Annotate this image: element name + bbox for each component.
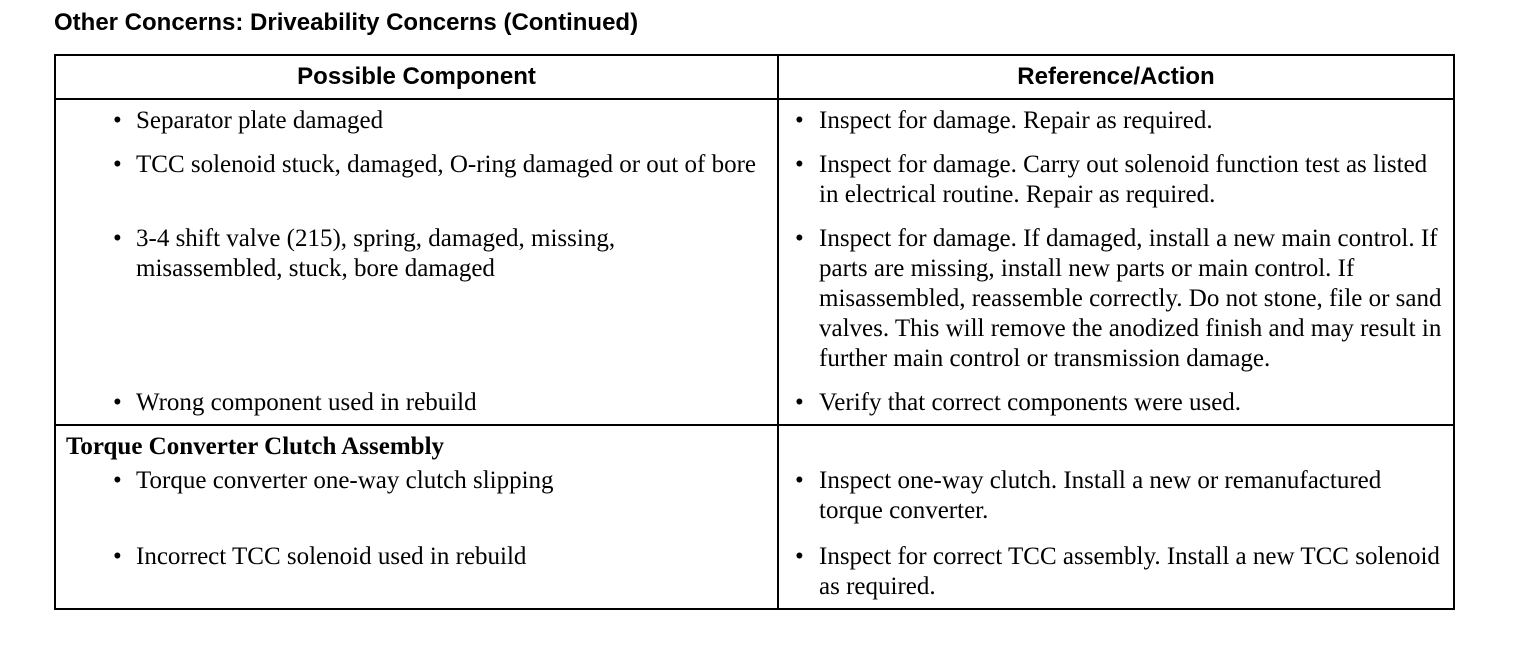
table-row	[55, 466, 1454, 542]
bullet-icon: •	[795, 107, 804, 134]
bullet-icon: •	[113, 543, 122, 570]
bullet-icon: •	[113, 389, 122, 416]
bullet-icon: •	[795, 389, 804, 416]
section-heading: Torque Converter Clutch Assembly	[55, 425, 778, 466]
component-cell	[55, 99, 778, 150]
column-header-possible-component: Possible Component	[55, 55, 778, 99]
page-title: Other Concerns: Driveability Concerns (Continued)	[54, 9, 639, 36]
action-cell	[778, 542, 1454, 609]
table-row	[55, 99, 1454, 150]
table-row	[55, 224, 1454, 388]
bullet-icon: •	[795, 543, 804, 570]
action-text: Verify that correct components were used.	[819, 389, 1242, 416]
component-text: Incorrect TCC solenoid used in rebuild	[136, 543, 527, 570]
action-text: Inspect for damage. If damaged, install a new main control. If parts are missing, install new parts or main control. If misassembled, reassemble correctly. Do not stone, file or sand valves. This will remove the anodized finish and may result in further main control or transmission damage.	[819, 225, 1442, 372]
component-text: 3-4 shift valve (215), spring, damaged, missing, misassembled, stuck, bore damaged	[136, 225, 616, 282]
section-header-row	[55, 425, 1454, 466]
component-text: TCC solenoid stuck, damaged, O-ring damaged or out of bore	[136, 151, 756, 178]
component-cell	[55, 388, 778, 425]
action-text: Inspect for correct TCC assembly. Install a new TCC solenoid as required.	[819, 543, 1440, 600]
component-text: Separator plate damaged	[136, 107, 384, 134]
action-cell	[778, 388, 1454, 425]
action-cell	[778, 150, 1454, 224]
section-empty-cell	[778, 425, 1454, 466]
bullet-icon: •	[113, 151, 122, 178]
table-row	[55, 388, 1454, 425]
column-header-reference-action: Reference/Action	[778, 55, 1454, 99]
component-cell	[55, 542, 778, 609]
action-text: Inspect for damage. Repair as required.	[819, 107, 1213, 134]
component-text: Wrong component used in rebuild	[136, 389, 477, 416]
bullet-icon: •	[795, 225, 804, 252]
action-cell	[778, 99, 1454, 150]
component-cell	[55, 224, 778, 388]
action-cell	[778, 224, 1454, 388]
action-cell	[778, 466, 1454, 542]
action-text: Inspect one-way clutch. Install a new or remanufactured torque converter.	[819, 467, 1382, 524]
bullet-icon: •	[113, 225, 122, 252]
component-cell	[55, 466, 778, 542]
bullet-icon: •	[795, 151, 804, 178]
concerns-table	[54, 54, 1455, 610]
bullet-icon: •	[113, 107, 122, 134]
component-cell	[55, 150, 778, 224]
action-text: Inspect for damage. Carry out solenoid function test as listed in electrical routine. Repair as required.	[819, 151, 1428, 208]
table-header-row	[55, 55, 1454, 99]
table-row	[55, 542, 1454, 609]
bullet-icon: •	[795, 467, 804, 494]
component-text: Torque converter one-way clutch slipping	[136, 467, 554, 494]
bullet-icon: •	[113, 467, 122, 494]
table-row	[55, 150, 1454, 224]
